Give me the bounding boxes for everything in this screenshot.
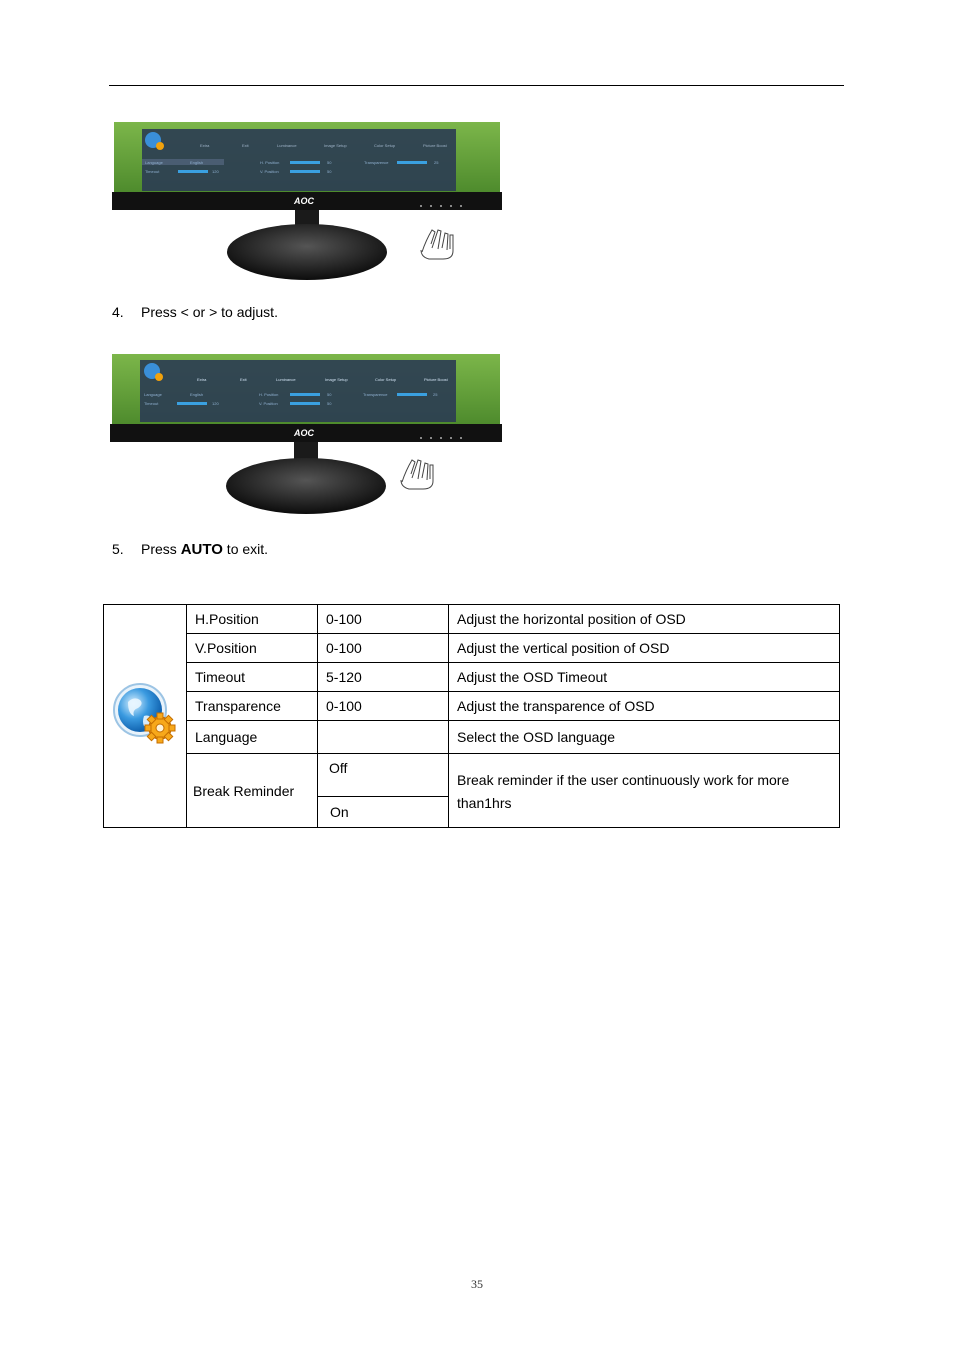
auto-key-label: AUTO bbox=[180, 541, 223, 558]
table-cell-description: Adjust the transparence of OSD bbox=[449, 692, 840, 721]
osd-tab: Exit bbox=[242, 143, 249, 148]
osd-tab: Exit bbox=[240, 377, 247, 382]
table-cell-description: Select the OSD language bbox=[449, 721, 840, 754]
osd-item: Transparence bbox=[364, 160, 389, 165]
table-row bbox=[104, 692, 840, 721]
step-number: 4. bbox=[112, 304, 124, 320]
table-cell-item: V.Position bbox=[187, 634, 318, 663]
step-text-pre: Press bbox=[141, 541, 181, 557]
table-cell-range: 0-100 bbox=[318, 605, 449, 634]
osd-setup-table bbox=[103, 604, 840, 828]
table-row bbox=[104, 605, 840, 634]
table-row bbox=[104, 663, 840, 692]
table-row-break-reminder bbox=[104, 754, 840, 797]
step-5 bbox=[112, 541, 268, 558]
step-number: 5. bbox=[112, 541, 124, 557]
osd-item: Timeout bbox=[144, 401, 159, 406]
table-row bbox=[104, 634, 840, 663]
monitor-illustration-1 bbox=[112, 122, 512, 287]
table-cell-range: 0-100 bbox=[318, 634, 449, 663]
osd-value: 50 bbox=[327, 401, 332, 406]
pointing-hand-icon bbox=[401, 460, 433, 489]
monitor-illustration-2 bbox=[110, 354, 510, 519]
step-text-post: to exit. bbox=[222, 541, 269, 557]
osd-setup-globe-gear-icon bbox=[110, 680, 180, 750]
osd-panel bbox=[140, 360, 456, 422]
table-cell-range: 0-100 bbox=[318, 692, 449, 721]
page-number: 35 bbox=[471, 1277, 483, 1291]
monitor-base bbox=[226, 458, 386, 514]
table-cell-item: Language bbox=[187, 721, 318, 754]
header-rule bbox=[109, 85, 844, 86]
osd-item: Transparence bbox=[363, 392, 388, 397]
osd-item: Timeout bbox=[145, 169, 160, 174]
osd-tab: Extra bbox=[197, 377, 207, 382]
table-cell-option-on: On bbox=[318, 797, 449, 828]
osd-item: H. Position bbox=[260, 160, 280, 165]
table-cell-item: Timeout bbox=[187, 663, 318, 692]
table-cell-item: H.Position bbox=[187, 605, 318, 634]
osd-value: 120 bbox=[212, 169, 219, 174]
table-cell-description: Break reminder if the user continuously work for more than1hrs bbox=[449, 754, 840, 828]
osd-value: 25 bbox=[433, 392, 438, 397]
osd-item: V. Position bbox=[260, 169, 279, 174]
osd-tab: Image Setup bbox=[325, 377, 348, 382]
pointing-hand-icon bbox=[421, 230, 453, 259]
osd-tab: Extra bbox=[200, 143, 210, 148]
osd-tab: Image Setup bbox=[324, 143, 347, 148]
table-cell-description: Adjust the OSD Timeout bbox=[449, 663, 840, 692]
table-cell-description: Adjust the horizontal position of OSD bbox=[449, 605, 840, 634]
osd-value: 50 bbox=[327, 160, 332, 165]
osd-tab: Picture Boost bbox=[424, 377, 448, 382]
table-row bbox=[104, 721, 840, 754]
osd-tab: Luminance bbox=[276, 377, 296, 382]
aoc-logo: AOC bbox=[294, 428, 314, 438]
osd-item: V. Position bbox=[259, 401, 278, 406]
table-cell-option-off: Off bbox=[318, 754, 449, 797]
table-cell-description: Adjust the vertical position of OSD bbox=[449, 634, 840, 663]
step-4 bbox=[112, 304, 278, 320]
monitor-base bbox=[227, 224, 387, 280]
osd-tab: Color Setup bbox=[375, 377, 397, 382]
osd-value: 50 bbox=[327, 392, 332, 397]
table-cell-item: Break Reminder bbox=[187, 754, 318, 828]
table-cell-item: Transparence bbox=[187, 692, 318, 721]
osd-value: English bbox=[190, 160, 204, 165]
osd-item: H. Position bbox=[259, 392, 279, 397]
aoc-logo: AOC bbox=[294, 196, 314, 206]
osd-item: Language bbox=[144, 392, 162, 397]
osd-tab: Luminance bbox=[277, 143, 297, 148]
osd-value: 50 bbox=[327, 169, 332, 174]
table-cell-range bbox=[318, 721, 449, 754]
osd-value: 120 bbox=[212, 401, 219, 406]
osd-setup-icon-cell bbox=[104, 605, 187, 828]
step-text: Press < or > to adjust. bbox=[141, 304, 278, 320]
osd-tab: Picture Boost bbox=[423, 143, 447, 148]
osd-item: Language bbox=[145, 160, 163, 165]
osd-value: 25 bbox=[434, 160, 439, 165]
osd-tab: Color Setup bbox=[374, 143, 396, 148]
table-cell-range: 5-120 bbox=[318, 663, 449, 692]
osd-value: English bbox=[190, 392, 204, 397]
